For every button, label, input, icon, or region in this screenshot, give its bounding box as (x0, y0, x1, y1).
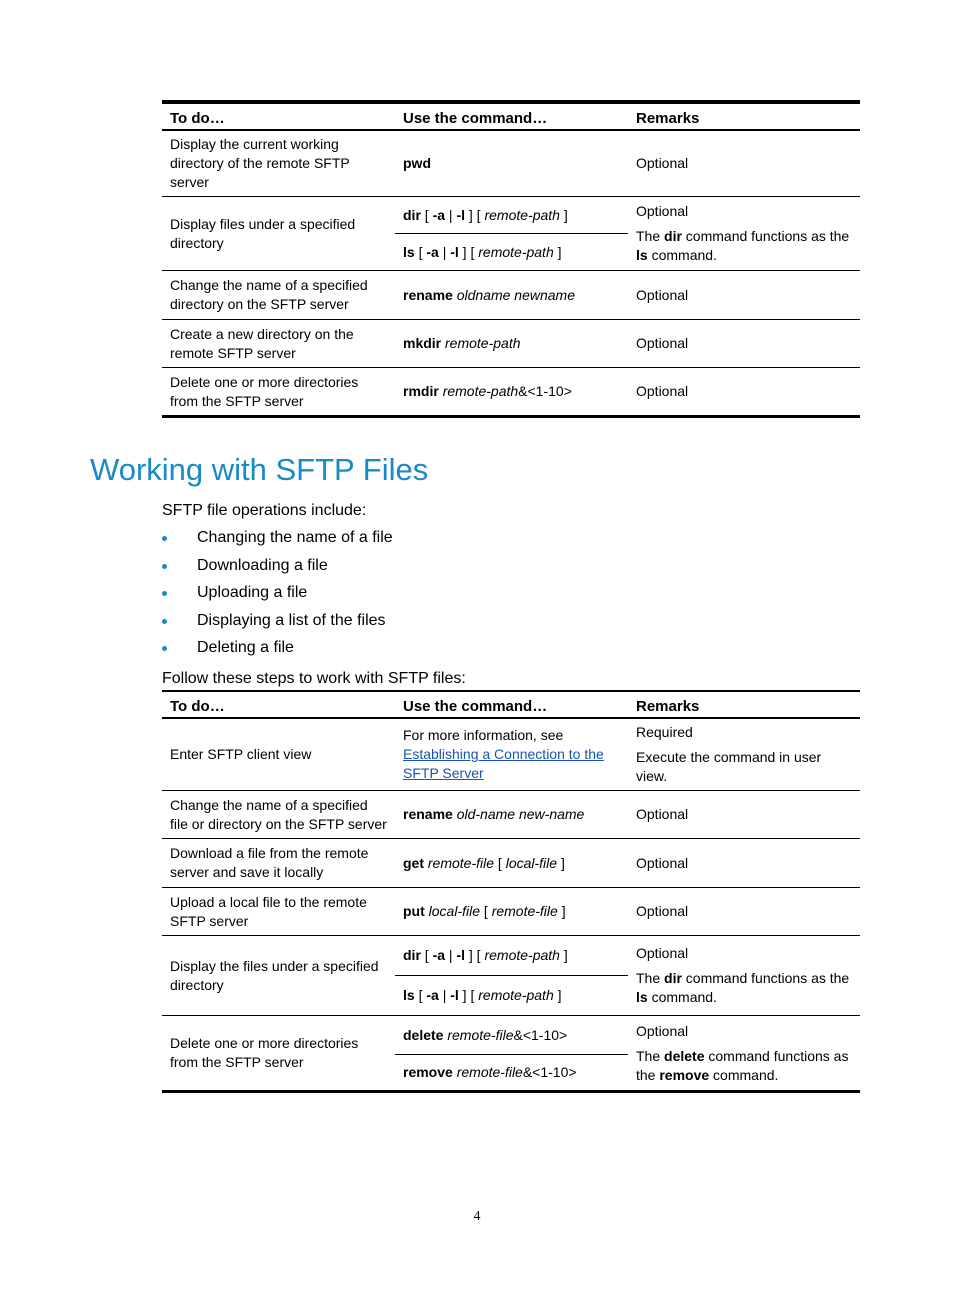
todo-cell: Enter SFTP client view (162, 718, 395, 791)
command-cell (395, 718, 628, 791)
cmd-suffix: &<1-10> (522, 1064, 577, 1080)
cmd-keyword: ls (403, 243, 415, 260)
cmd-keyword: get (403, 854, 424, 871)
header-todo: To do… (162, 102, 395, 130)
list-item-text: Displaying a list of the files (197, 611, 386, 629)
command-cell: ls [ -a | -l ] [ remote-path ] (395, 234, 628, 271)
command-cell: dir [ -a | -l ] [ remote-path ] (395, 936, 628, 976)
bullet-icon (162, 564, 167, 569)
cmd-option: -a (426, 243, 439, 260)
cmd-arg: remote-file (447, 1026, 514, 1043)
intro-text: SFTP file operations include: (162, 502, 367, 519)
remark-note (636, 969, 852, 1007)
list-item-text: Deleting a file (197, 639, 294, 656)
todo-cell: Create a new directory on the remote SFTP server (162, 320, 395, 368)
note-keyword: remove (659, 1066, 710, 1083)
remark-cell (628, 1016, 860, 1092)
list-item (162, 611, 393, 639)
cmd-arg: remote-path (442, 383, 519, 399)
table-row (162, 1016, 860, 1055)
list-item-text: Uploading a file (197, 584, 308, 601)
remark-text: Optional (636, 203, 689, 219)
bullet-icon (162, 591, 167, 596)
remark-cell: Optional (628, 839, 860, 888)
table-row (162, 320, 860, 368)
header-command: Use the command… (395, 102, 628, 130)
command-cell: put local-file [ remote-file ] (395, 888, 628, 936)
cmd-arg: remote-file (491, 903, 558, 919)
command-cell (395, 368, 628, 417)
list-item (162, 583, 393, 611)
note-text: command. (709, 1066, 779, 1083)
cmd-keyword: dir (403, 206, 421, 223)
cmd-option: -a (426, 987, 439, 1003)
remark-cell: Optional (628, 320, 860, 368)
table-row (162, 791, 860, 839)
cmd-arg: local-file (505, 854, 558, 871)
cmd-keyword: rename (403, 286, 453, 303)
operations-list (162, 528, 393, 666)
command-cell (395, 1055, 628, 1092)
remark-text: Optional (636, 1022, 689, 1039)
cmd-suffix: &<1-10> (518, 383, 572, 399)
cmd-option: -a (432, 206, 446, 223)
remark-cell: Optional (628, 271, 860, 320)
todo-cell: Change the name of a specified directory on the SFTP server (162, 271, 395, 320)
cmd-arg: oldname (456, 286, 511, 303)
note-text: The (636, 970, 665, 986)
remark-cell (628, 197, 860, 271)
header-todo: To do… (162, 691, 395, 718)
cmd-arg: remote-path (445, 335, 521, 351)
remark-cell (628, 718, 860, 791)
command-cell: dir [ -a | -l ] [ remote-path ] (395, 197, 628, 234)
section-title: Working with SFTP Files (90, 452, 429, 487)
cmd-arg: new-name (518, 806, 585, 822)
cmd-arg: remote-path (484, 947, 560, 963)
steps-intro-text: Follow these steps to work with SFTP files: (162, 670, 466, 687)
bullet-icon (162, 619, 167, 624)
note-text: command. (647, 989, 717, 1005)
note-text: command. (647, 247, 717, 263)
note-text: The (636, 228, 665, 244)
cmd-arg: remote-file (427, 854, 495, 871)
list-item-text: Downloading a file (197, 556, 328, 574)
note-text: command functions as the (636, 1047, 849, 1083)
list-item (162, 528, 393, 556)
remark-note (636, 227, 852, 265)
cmd-keyword: pwd (403, 155, 431, 171)
cmd-keyword: ls (403, 987, 415, 1003)
table-row (162, 271, 860, 320)
command-cell (395, 271, 628, 320)
remark-cell: Optional (628, 888, 860, 936)
note-keyword: dir (664, 228, 682, 244)
cmd-keyword: dir (403, 947, 421, 963)
cmd-option: -l (456, 206, 465, 223)
command-cell: ls [ -a | -l ] [ remote-path ] (395, 976, 628, 1016)
cmd-suffix: &<1-10> (513, 1026, 568, 1043)
remark-cell: Optional (628, 130, 860, 197)
note-text: command functions as the (681, 970, 850, 986)
command-cell: get remote-file [ local-file ] (395, 839, 628, 888)
remark-cell (628, 936, 860, 1016)
todo-cell: Display files under a specified directory (162, 197, 395, 271)
cmd-option: -l (450, 243, 459, 260)
header-remarks: Remarks (628, 691, 860, 718)
bullet-icon (162, 646, 167, 651)
list-item-text: Changing the name of a file (197, 529, 393, 546)
remark-text: Required (636, 724, 693, 740)
note-text: command functions as the (681, 228, 850, 244)
cmd-keyword: rename (403, 806, 453, 822)
todo-cell: Display the files under a specified directory (162, 936, 395, 1016)
cmd-keyword: mkdir (403, 335, 442, 351)
cmd-keyword: put (403, 903, 425, 919)
todo-cell: Delete one or more directories from the SFTP server (162, 1016, 395, 1092)
cmd-arg: remote-path (478, 243, 554, 260)
cmd-arg: remote-file (456, 1064, 523, 1080)
reference-text: For more information, see (403, 727, 564, 743)
remark-text: Optional (636, 945, 689, 961)
todo-cell: Delete one or more directories from the SFTP server (170, 373, 359, 409)
todo-cell: Download a file from the remote server and save it locally (162, 839, 395, 888)
remark-note: Execute the command in user view. (636, 749, 822, 784)
bullet-icon (162, 536, 167, 541)
table-row (162, 368, 860, 417)
cmd-arg: remote-path (478, 987, 554, 1003)
todo-cell: Display the current working directory of the remote SFTP server (162, 130, 395, 197)
cmd-keyword: delete (403, 1026, 444, 1043)
command-cell (395, 320, 628, 368)
command-table-directories (162, 100, 860, 418)
table-row (162, 130, 860, 197)
note-keyword: ls (636, 989, 648, 1005)
cmd-arg: local-file (428, 903, 481, 919)
remark-cell: Optional (628, 791, 860, 839)
todo-cell: Change the name of a specified file or directory on the SFTP server (162, 791, 395, 839)
command-cell (395, 130, 628, 197)
note-text: The (636, 1047, 665, 1064)
table-row (162, 718, 860, 791)
cmd-arg: old-name (456, 806, 516, 822)
cmd-option: -l (456, 947, 465, 963)
command-cell (395, 791, 628, 839)
table-header-row (162, 691, 860, 718)
remark-note (636, 1047, 852, 1085)
note-keyword: dir (664, 970, 682, 986)
cmd-keyword: rmdir (403, 383, 439, 399)
cmd-arg: newname (514, 286, 575, 303)
note-keyword: delete (664, 1047, 705, 1064)
table-header-row (162, 102, 860, 130)
page-number: 4 (473, 1209, 481, 1224)
cmd-option: -a (432, 947, 446, 963)
table-row (162, 839, 860, 888)
header-remarks: Remarks (628, 102, 860, 130)
table-row (162, 197, 860, 234)
header-command: Use the command… (395, 691, 628, 718)
command-table-files (162, 690, 860, 1093)
todo-cell: Upload a local file to the remote SFTP server (162, 888, 395, 936)
establishing-connection-link[interactable]: Establishing a Connection to the SFTP Server (403, 746, 604, 781)
note-keyword: ls (636, 247, 648, 263)
list-item (162, 556, 393, 584)
table-row (162, 888, 860, 936)
cmd-keyword: remove (403, 1064, 453, 1080)
command-cell (395, 1016, 628, 1055)
cmd-option: -l (450, 987, 459, 1003)
table-row (162, 936, 860, 976)
cmd-arg: remote-path (484, 206, 560, 223)
remark-cell: Optional (636, 383, 689, 399)
list-item (162, 638, 393, 666)
